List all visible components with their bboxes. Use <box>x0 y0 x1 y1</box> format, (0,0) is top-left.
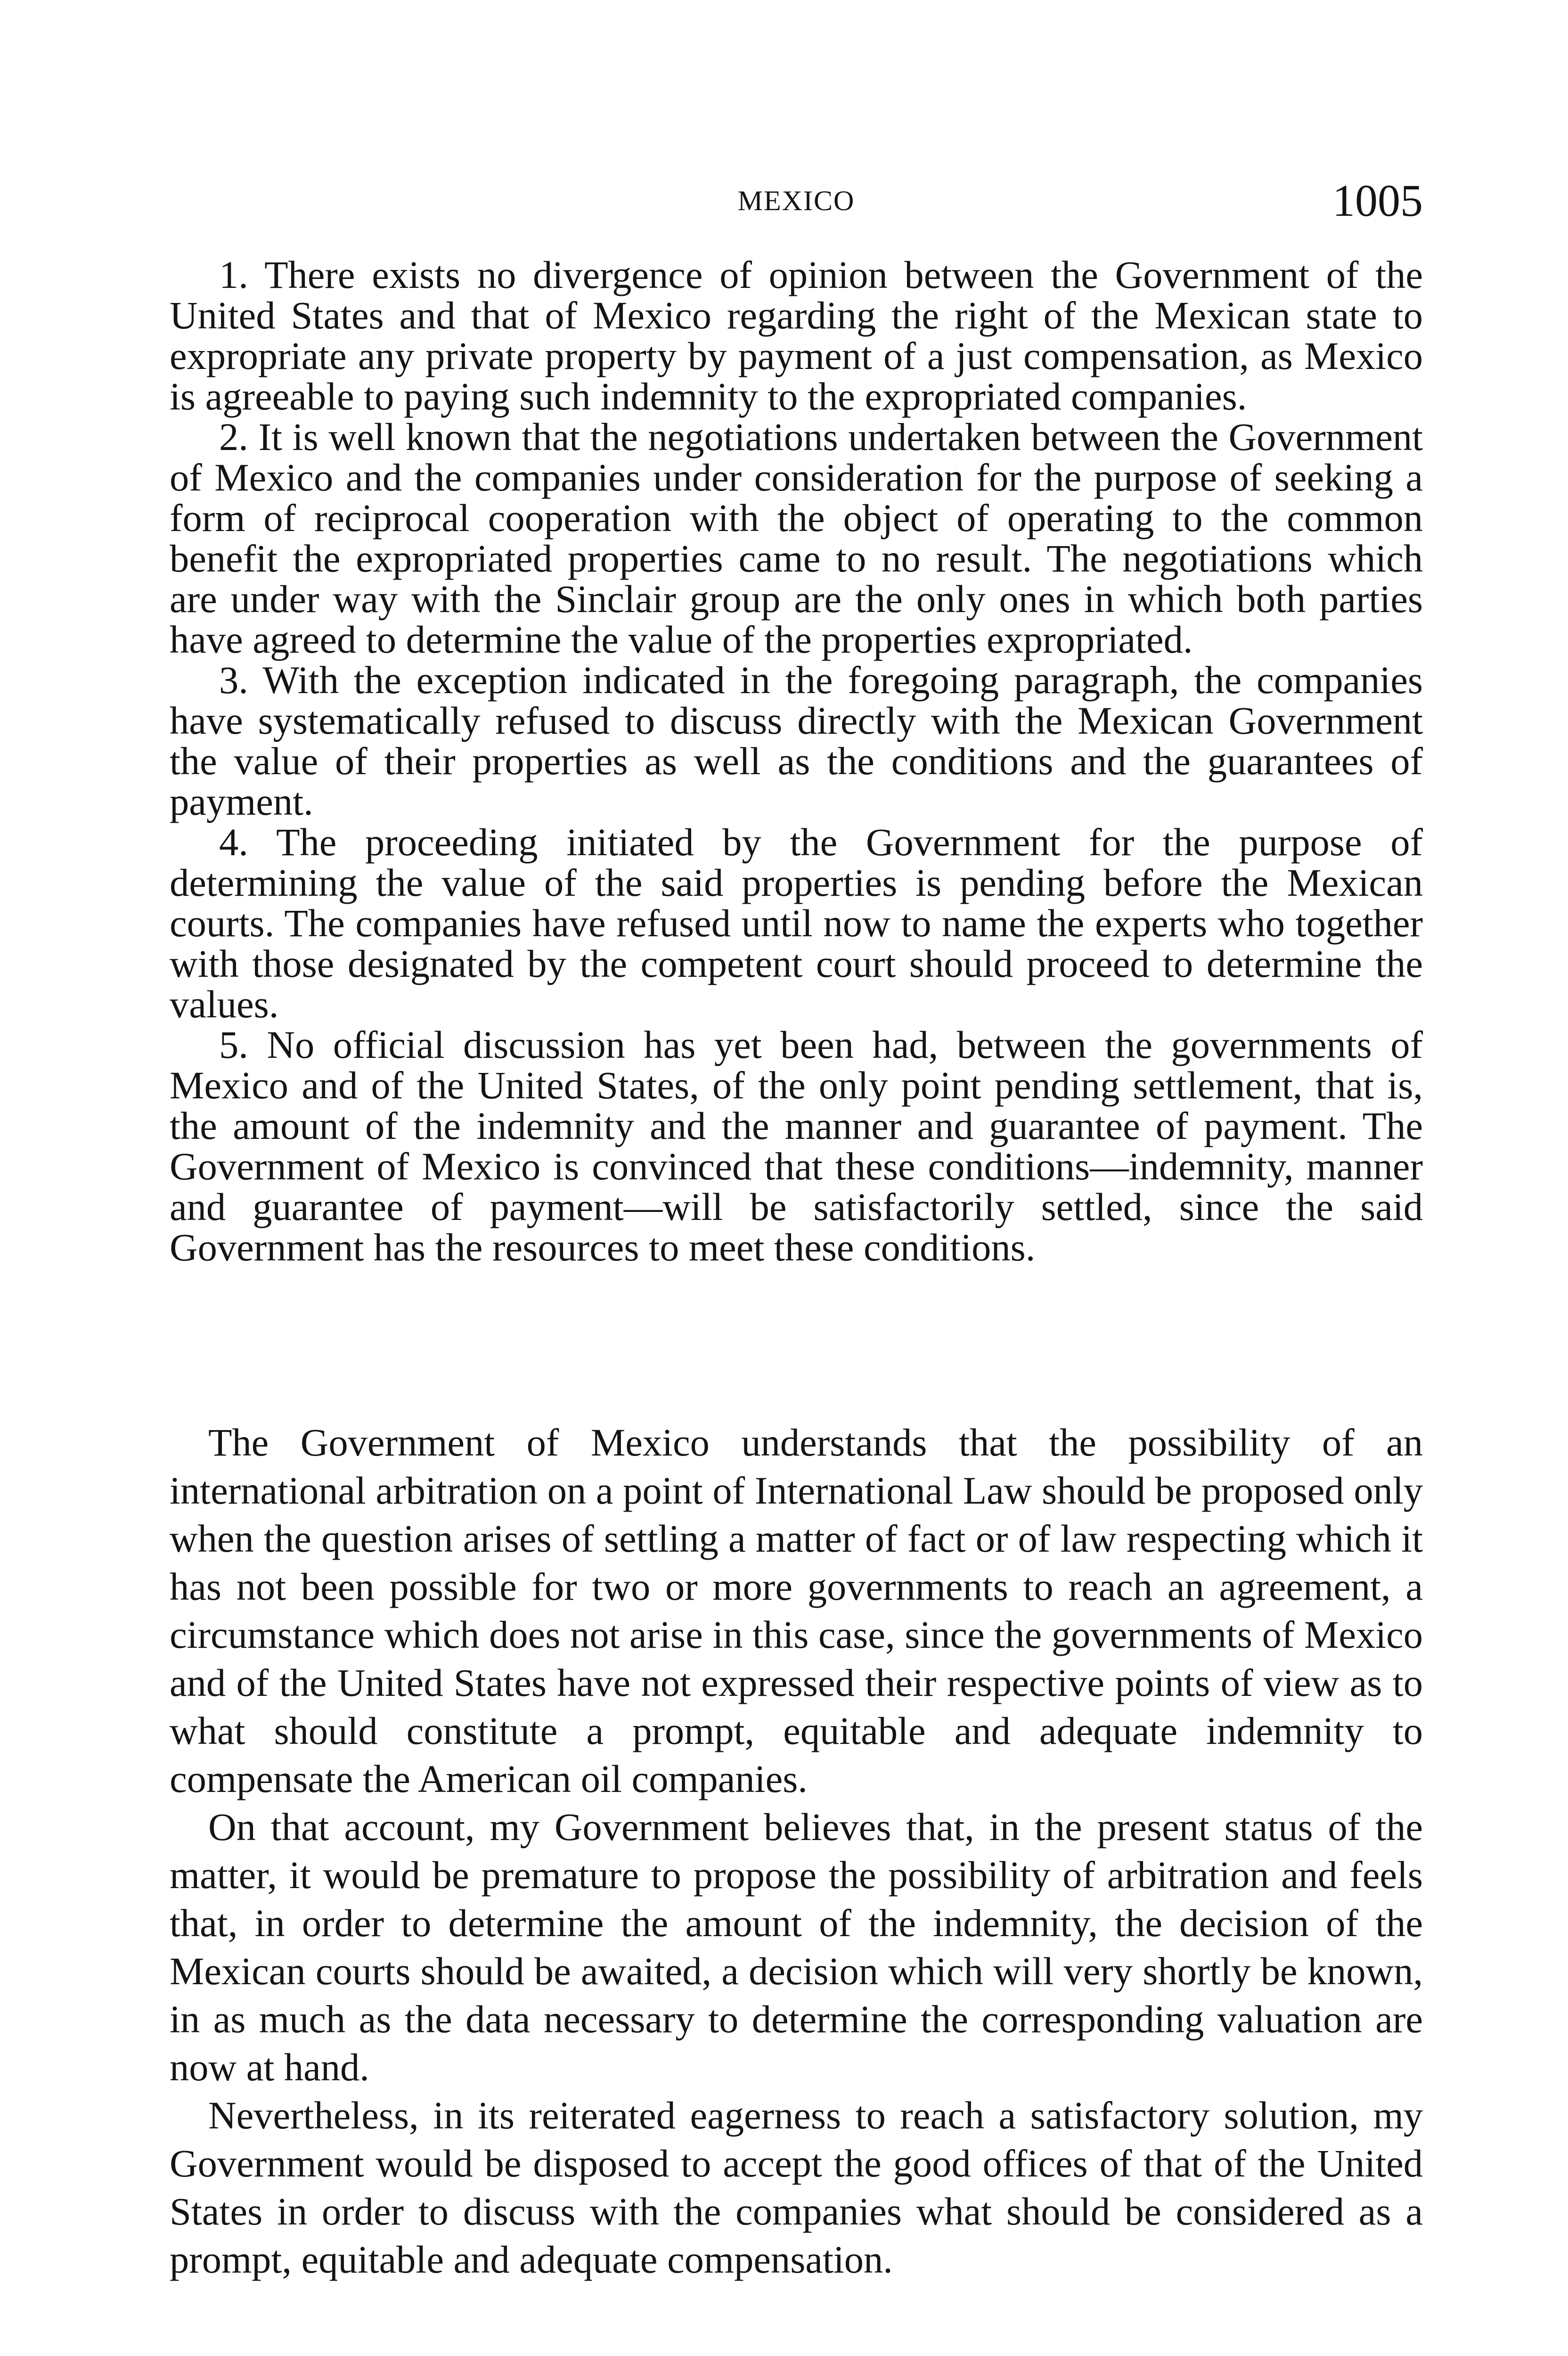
body-text <box>170 1418 1423 2283</box>
body-paragraph-3: Nevertheless, in its reiterated eagerness to reach a satisfactory solution, my Government would be disposed to accept the good offices of that of the United States in order to discuss with the companies what should be considered as a prompt, equitable and adequate compensation. <box>170 2094 1423 2281</box>
body-paragraph-2: On that account, my Government believes that, in the present status of the matter, it would be premature to propose the possibility of arbitration and feels that, in order to determine the amount of the indemnity, the decision of the Mexican courts should be awaited, a decision which will very shortly be known, in as much as the data necessary to determine the corresponding valuation are now at hand. <box>170 1805 1423 2089</box>
numbered-point-3: 3. With the exception indicated in the foregoing paragraph, the companies have systematically refused to discuss directly with the Mexican Government the value of their properties as well as the conditions and the guarantees of payment. <box>170 658 1423 823</box>
numbered-point-1: 1. There exists no divergence of opinion between the Government of the United States and that of Mexico regarding the right of the Mexican state to expropriate any private property by payment of a just compensation, as Mexico is agreeable to paying such indemnity to the expropriated companies. <box>170 253 1423 418</box>
body-paragraph-1: The Government of Mexico understands that the possibility of an international arbitration on a point of International Law should be proposed only when the question arises of settling a matter of fact or of law respecting which it has not been possible for two or more governments to reach an agreement, a circumstance which does not arise in this case, since the governments of Mexico and of the United States have not expressed their respective points of view as to what should constitute a prompt, equitable and adequate indemnity to compensate the American oil companies. <box>170 1421 1423 1800</box>
running-head: MEXICO <box>737 185 855 216</box>
numbered-point-4: 4. The proceeding initiated by the Government for the purpose of determining the value of the said properties is pending before the Mexican courts. The companies have refused until now to name the experts who together with those designated by the competent court should proceed to determine the values. <box>170 820 1423 1026</box>
page-number: 1005 <box>1332 175 1423 226</box>
numbered-points <box>170 254 1423 1268</box>
numbered-point-2: 2. It is well known that the negotiations undertaken between the Government of Mexico and the companies under consideration for the purpose of seeking a form of reciprocal cooperation with the object of operating to the common benefit the expropriated properties came to no result. The negotiations which are under way with the Sinclair group are the only ones in which both parties have agreed to determine the value of the properties expropriated. <box>170 415 1423 661</box>
page-header <box>170 174 1423 236</box>
numbered-point-5: 5. No official discussion has yet been had, between the governments of Mexico and of the United States, of the only point pending settlement, that is, the amount of the indemnity and the manner and guarantee of payment. The Government of Mexico is convinced that these conditions—indemnity, manner and guarantee of payment—will be satisfactorily settled, since the said Government has the resources to meet these conditions. <box>170 1023 1423 1269</box>
